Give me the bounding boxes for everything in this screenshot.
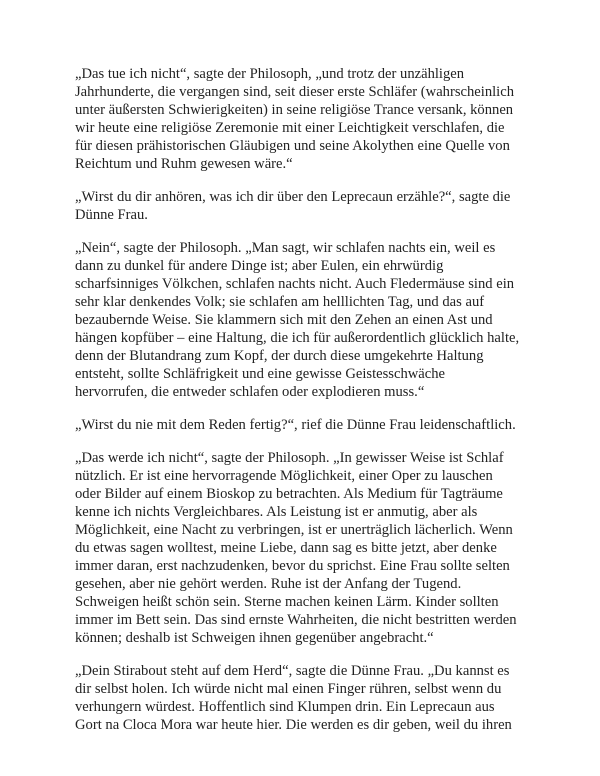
paragraph-6	[75, 662, 527, 734]
paragraph-3	[75, 239, 527, 401]
text-line: Jahrhunderte, die vergangen sind, seit dieser erste Schläfer (wahrscheinlich	[75, 84, 515, 100]
text-line: sehr klar denkendes Volk; sie schlafen am helllichten Tag, und das auf	[75, 294, 485, 310]
text-line: du etwas sagen wolltest, meine Liebe, dann sag es bitte jetzt, aber denke	[75, 540, 497, 556]
text-line: hervorrufen, die entweder schlafen oder explodieren muss.“	[75, 384, 425, 400]
text-line: „Wirst du nie mit dem Reden fertig?“, rief die Dünne Frau leidenschaftlich.	[75, 417, 516, 433]
text-line: dir selbst holen. Ich würde nicht mal einen Finger rühren, selbst wenn du	[75, 681, 502, 697]
text-line: „Nein“, sagte der Philosoph. „Man sagt, wir schlafen nachts ein, weil es	[75, 240, 496, 256]
text-line: entsteht, sollte Schläfrigkeit und eine gewisse Geistesschwäche	[75, 366, 446, 382]
text-line: „Wirst du dir anhören, was ich dir über den Leprecaun erzähle?“, sagte die	[75, 189, 511, 205]
paragraph-4	[75, 416, 527, 434]
paragraph-2	[75, 188, 527, 224]
text-line: denn der Blutandrang zum Kopf, der durch diese umgekehrte Haltung	[75, 348, 484, 364]
text-line: bezaubernde Weise. Sie klammern sich mit den Zehen an einen Ast und	[75, 312, 493, 328]
paragraph-5	[75, 449, 527, 647]
text-line: scharfsinniges Völkchen, schlafen nachts nicht. Auch Fledermäuse sind ein	[75, 276, 515, 292]
text-line: hängen kopfüber – eine Haltung, die ich für außerordentlich glücklich halte,	[75, 330, 520, 346]
text-line: wir heute eine religiöse Zeremonie mit einer Leichtigkeit verschlafen, die	[75, 120, 505, 136]
text-line: Schweigen heißt schön sein. Sterne machen keinen Lärm. Kinder sollten	[75, 594, 499, 610]
text-line: dann zu dunkel für andere Dinge ist; aber Eulen, ein ehrwürdig	[75, 258, 444, 274]
paragraph-1	[75, 65, 527, 173]
text-line: unter äußersten Schwierigkeiten) in seine religiöse Trance versank, können	[75, 102, 514, 118]
document-page	[75, 65, 527, 749]
text-line: gesehen, aber nie gehört werden. Ruhe ist der Anfang der Tugend.	[75, 576, 462, 592]
text-line: Möglichkeit, eine Nacht zu verbringen, ist er unerträglich lächerlich. Wenn	[75, 522, 513, 538]
text-line: Reichtum und Ruhm gewesen wäre.“	[75, 156, 293, 172]
text-line: kenne ich nichts Vergleichbares. Als Leistung ist er anmutig, aber als	[75, 504, 478, 520]
text-line: „Dein Stirabout steht auf dem Herd“, sagte die Dünne Frau. „Du kannst es	[75, 663, 510, 679]
text-line: können; deshalb ist Schweigen ihnen gegenüber angebracht.“	[75, 630, 434, 646]
text-line: Dünne Frau.	[75, 207, 148, 223]
text-line: für diesen prähistorischen Gläubigen und seine Akolythen eine Quelle von	[75, 138, 510, 154]
text-line: oder Bilder auf einem Bioskop zu betrachten. Als Medium für Tagträume	[75, 486, 503, 502]
text-line: „Das tue ich nicht“, sagte der Philosoph, „und trotz der unzähligen	[75, 66, 465, 82]
text-line: verhungern würdest. Hoffentlich sind Klumpen drin. Ein Leprecaun aus	[75, 699, 495, 715]
text-line: nützlich. Er ist eine hervorragende Möglichkeit, einer Oper zu lauschen	[75, 468, 493, 484]
text-line: immer daran, erst nachzudenken, bevor du sprichst. Eine Frau sollte selten	[75, 558, 510, 574]
text-line: „Das werde ich nicht“, sagte der Philosoph. „In gewisser Weise ist Schlaf	[75, 450, 504, 466]
text-line: immer im Bett sein. Das sind ernste Wahrheiten, die nicht bestritten werden	[75, 612, 517, 628]
text-line: Gort na Cloca Mora war heute hier. Die werden es dir geben, weil du ihren	[75, 717, 512, 733]
